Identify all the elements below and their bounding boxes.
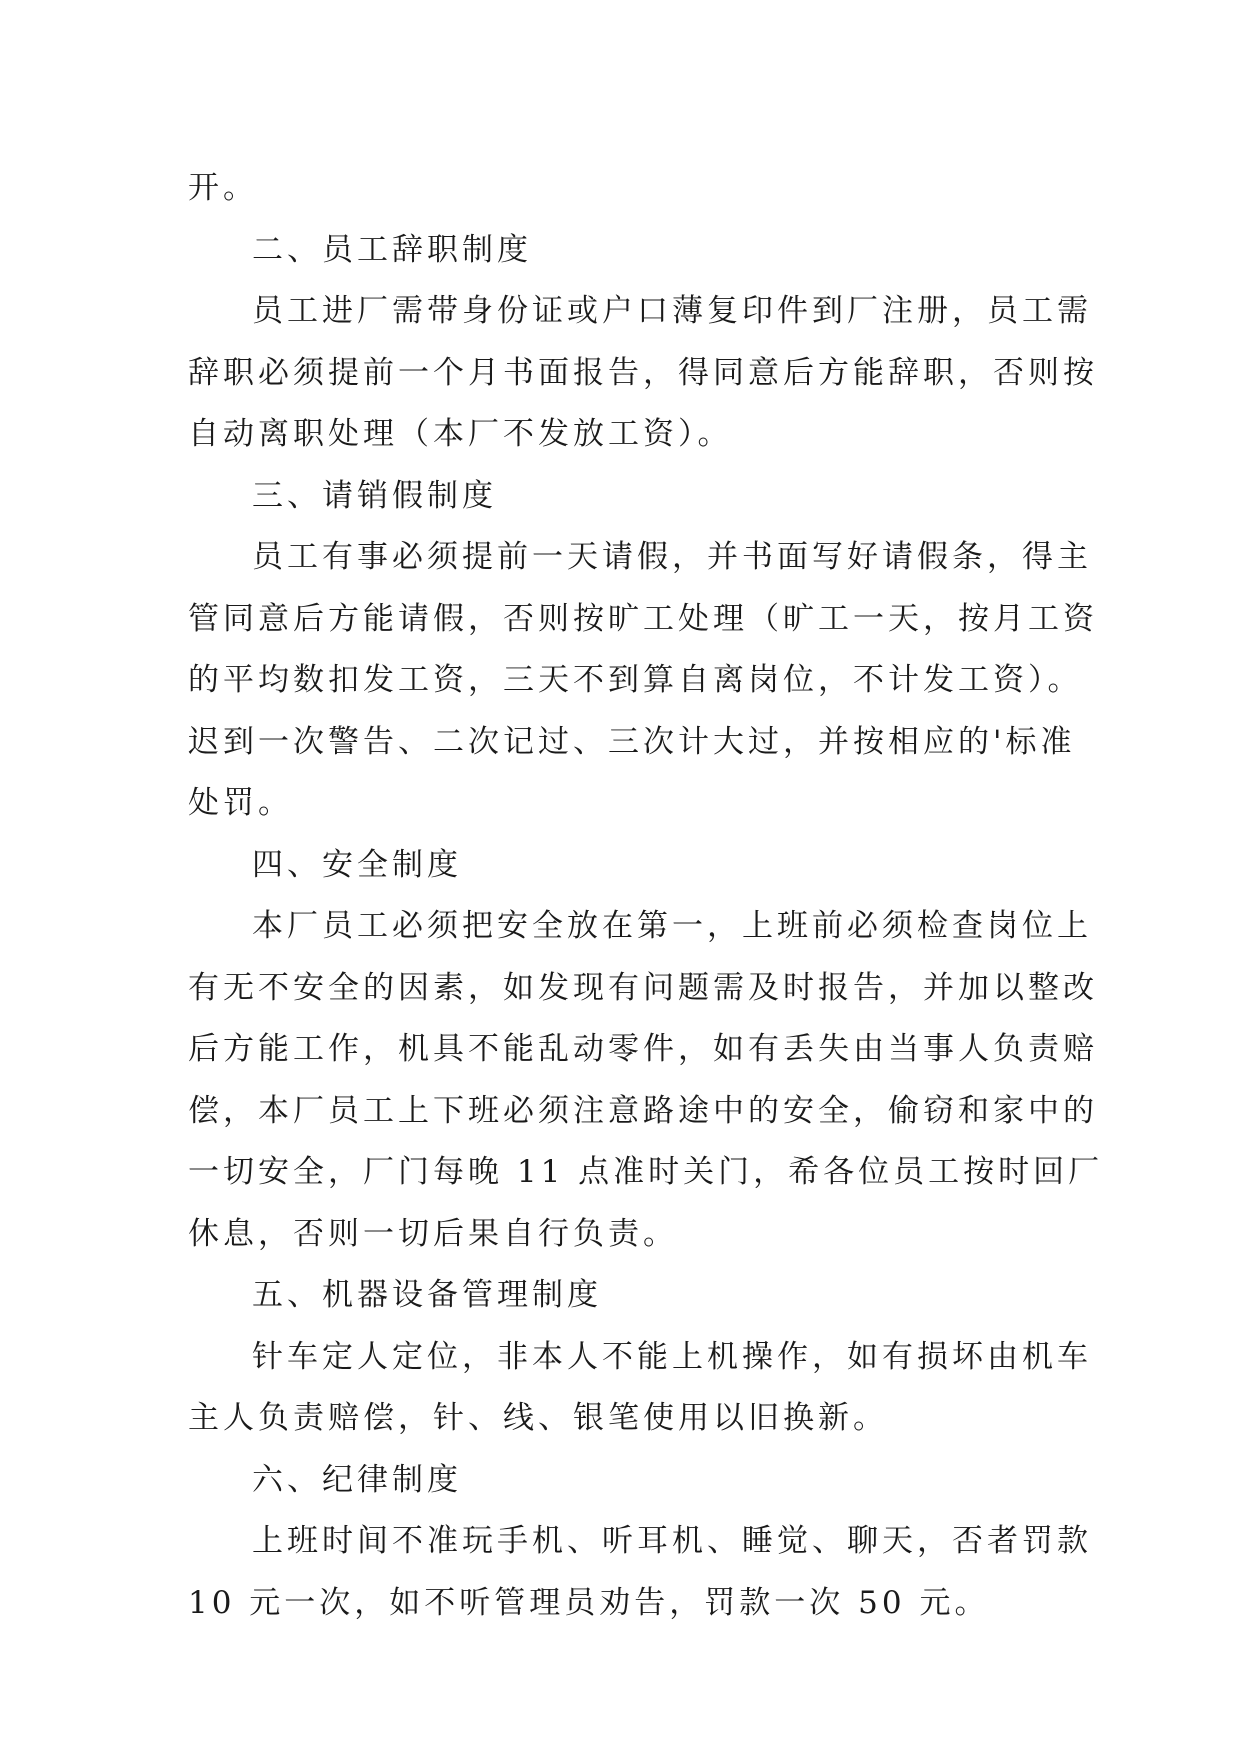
text-line: 开。 <box>188 170 258 206</box>
section-heading-resignation: 二、员工辞职制度 <box>252 231 532 268</box>
text-line: 处罚。 <box>188 785 293 821</box>
text-line: 辞职必须提前一个月书面报告，得同意后方能辞职，否则按 <box>188 354 1098 391</box>
text-line: 的平均数扣发工资，三天不到算自离岗位，不计发工资）。 <box>188 662 1083 698</box>
text-line: 休息，否则一切后果自行负责。 <box>188 1215 678 1252</box>
document-body <box>188 158 1104 1634</box>
text-line: 主人负责赔偿，针、线、银笔使用以旧换新。 <box>188 1400 888 1436</box>
text-line: 偿，本厂员工上下班必须注意路途中的安全，偷窃和家中的 <box>188 1092 1098 1129</box>
text-line: 有无不安全的因素，如发现有问题需及时报告，并加以整改 <box>188 969 1098 1006</box>
text-line: 一切安全，厂门每晚 11 点准时关门，希各位员工按时回厂 <box>188 1154 1104 1190</box>
section-heading-leave: 三、请销假制度 <box>252 477 497 514</box>
text-line: 迟到一次警告、二次记过、三次计大过，并按相应的'标准 <box>188 723 1076 760</box>
text-line: 10 元一次，如不听管理员劝告，罚款一次 50 元。 <box>188 1584 990 1621</box>
text-line: 针车定人定位，非本人不能上机操作，如有损坏由机车 <box>252 1338 1092 1375</box>
text-line: 员工进厂需带身份证或户口薄复印件到厂注册，员工需 <box>252 293 1092 329</box>
text-line: 后方能工作，机具不能乱动零件，如有丢失由当事人负责赔 <box>188 1031 1098 1067</box>
text-line: 员工有事必须提前一天请假，并书面写好请假条，得主 <box>252 539 1092 575</box>
section-heading-equipment: 五、机器设备管理制度 <box>252 1277 602 1313</box>
section-heading-safety: 四、安全制度 <box>252 846 462 883</box>
text-line: 上班时间不准玩手机、听耳机、睡觉、聊天，否者罚款 <box>252 1523 1092 1559</box>
text-line: 自动离职处理（本厂不发放工资）。 <box>188 416 733 452</box>
text-line: 本厂员工必须把安全放在第一，上班前必须检查岗位上 <box>252 908 1092 944</box>
section-heading-discipline: 六、纪律制度 <box>252 1461 462 1498</box>
text-line: 管同意后方能请假，否则按旷工处理（旷工一天，按月工资 <box>188 600 1098 637</box>
